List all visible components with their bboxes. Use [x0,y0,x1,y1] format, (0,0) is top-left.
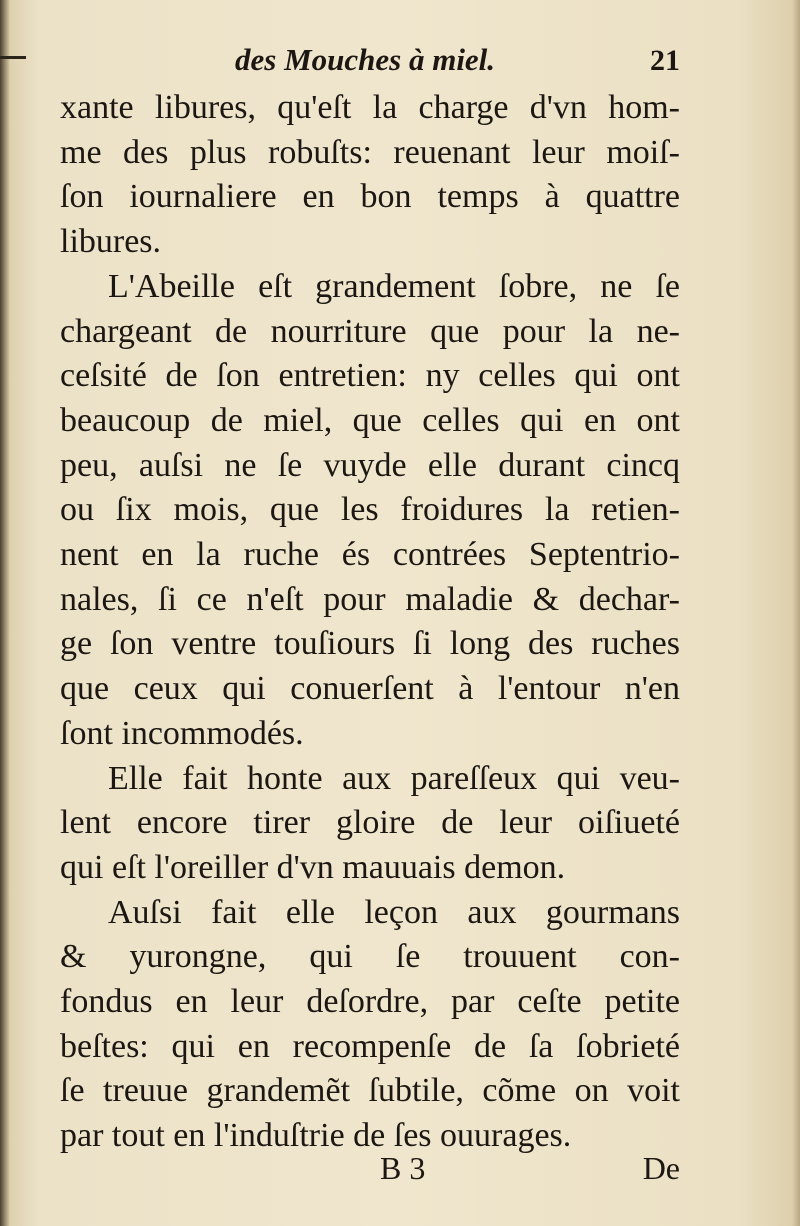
page-fore-edge [792,0,800,1226]
text-line: ſe treuue grandemẽt ſubtile, cõme on voit [60,1072,680,1110]
text-line: ceſsité de ſon entretien: ny celles qui ont [60,357,680,395]
text-line: beaucoup de miel, que celles qui en ont [60,401,680,439]
text-line: xante libures, qu'eſt la charge d'vn hom- [60,89,680,126]
text-line: & yurongne, qui ſe trouuent con- [60,938,680,976]
body-text [60,86,680,1159]
running-title: des Mouches à miel. [235,42,496,77]
text-line: par tout en l'induſtrie de ſes ouurages. [60,1117,572,1155]
text-line: nent en la ruche és contrées Septentrio- [60,536,680,574]
text-line: ſont incommodés. [60,714,304,752]
text-line: que ceux qui conuerſent à l'entour n'en [60,670,680,708]
text-line: fondus en leur deſordre, par ceſte petite [60,983,680,1021]
text-line: qui eſt l'oreiller d'vn mauuais demon. [60,848,566,886]
catchword: De [642,1150,680,1186]
binding-mark [0,56,26,59]
signature-mark: B 3 [380,1150,426,1186]
text-line: ſon iournaliere en bon temps à quattre [60,178,680,216]
page-footer [60,1150,680,1194]
text-line: beſtes: qui en recompenſe de ſa ſobrieté [60,1027,680,1065]
paragraph-start-line: Elle fait honte aux pareſſeux qui veu- [108,759,680,797]
text-line: lent encore tirer gloire de leur oiſiueté [60,804,680,842]
text-line: ge ſon ventre touſiours ſi long des ruches [60,625,680,663]
text-line: chargeant de nourriture que pour la ne- [60,312,680,350]
page-gutter-edge [0,0,10,1226]
page-header [60,42,680,86]
text-line: ou ſix mois, que les froidures la retien- [60,491,680,529]
text-line: nales, ſi ce n'eſt pour maladie & dechar- [60,580,680,618]
paragraph-start-line: L'Abeille eſt grandement ſobre, ne ſe [108,267,680,305]
text-line: me des plus robuſts: reuenant leur moiſ- [60,133,680,171]
text-line: peu, auſsi ne ſe vuyde elle durant cincq [60,446,680,484]
page-number: 21 [650,44,680,77]
text-line: libures. [60,223,162,261]
paragraph-start-line: Auſsi fait elle leçon aux gourmans [108,893,680,931]
